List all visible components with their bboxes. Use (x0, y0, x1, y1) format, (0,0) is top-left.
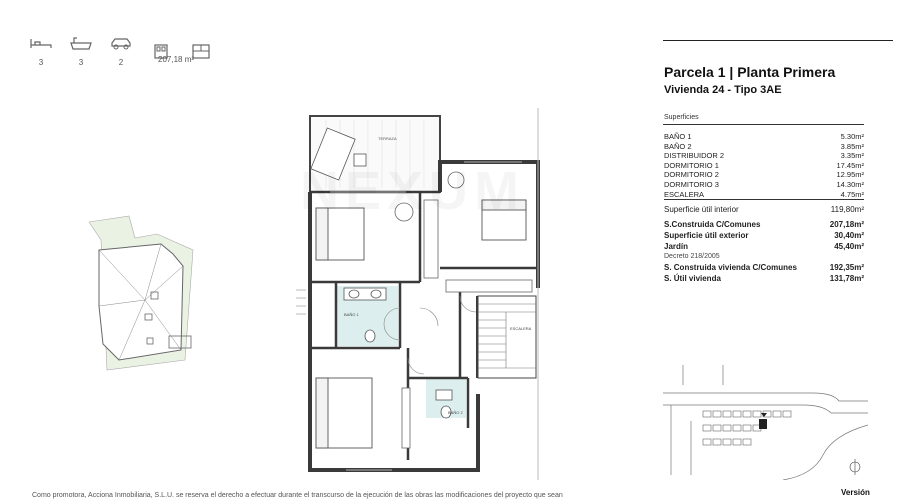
bano2-label: BAÑO 2 (448, 410, 463, 415)
jardin-row: Jardín 45,40m² (664, 242, 864, 252)
total-area: 207,18 m² (158, 55, 195, 64)
footer-disclaimer: Como promotora, Acciona Inmobiliaria, S.L.U. se reserva el derecho a efectuar durante el transcurso de la ejecución de las obras las modificaciones del proyecto que sean (32, 492, 563, 499)
bedrooms-count: 3 (38, 58, 44, 67)
surfaces-rule (663, 124, 864, 125)
bathrooms-count: 3 (78, 58, 84, 67)
unit-highlight-marker (759, 419, 767, 429)
car-icon (108, 34, 134, 52)
top-rule (663, 40, 893, 41)
bathrooms-summary (68, 34, 94, 67)
surface-row: BAÑO 1 5.30m² (664, 132, 864, 141)
escalera-label: ESCALERA (510, 326, 532, 331)
surface-row: DORMITORIO 3 14.30m² (664, 179, 864, 189)
parking-summary (108, 34, 134, 67)
construida-comunes-row: S.Construida C/Comunes 207,18m² (664, 220, 864, 230)
util-interior-row: Superficie útil interior 119,80m² (664, 205, 864, 215)
page-title: Parcela 1 | Planta Primera (664, 64, 836, 80)
decreto-note: Decreto 218/2005 (664, 253, 720, 261)
bedrooms-summary (28, 34, 54, 67)
terraza-label: TERRAZA (378, 136, 397, 141)
location-site-map (663, 365, 868, 480)
surface-row: DORMITORIO 1 17.45m² (664, 160, 864, 170)
bano1-label: BAÑO 1 (344, 312, 359, 317)
surfaces-heading: Superficies (664, 114, 699, 121)
surfaces-table (664, 132, 864, 284)
util-vivienda-row: S. Útil vivienda 131,78m² (664, 273, 864, 283)
roof-key-plan (85, 210, 197, 380)
surface-row: DORMITORIO 2 12.95m² (664, 170, 864, 180)
util-exterior-row: Superficie útil exterior 30,40m² (664, 231, 864, 241)
construida-vivienda-row: S. Construida vivienda C/Comunes 192,35m² (664, 262, 864, 272)
surface-row: DISTRIBUIDOR 2 3.35m² (664, 151, 864, 161)
watermark (300, 160, 525, 222)
bed-icon (28, 34, 54, 52)
surface-row: BAÑO 2 3.85m² (664, 141, 864, 151)
page-subtitle: Vivienda 24 - Tipo 3AE (664, 84, 782, 96)
surface-row: ESCALERA 4.75m² (664, 189, 864, 199)
north-arrow-icon (850, 459, 860, 475)
bath-icon (68, 34, 94, 52)
version-label: Versión (841, 488, 870, 497)
parking-count: 2 (118, 58, 124, 67)
